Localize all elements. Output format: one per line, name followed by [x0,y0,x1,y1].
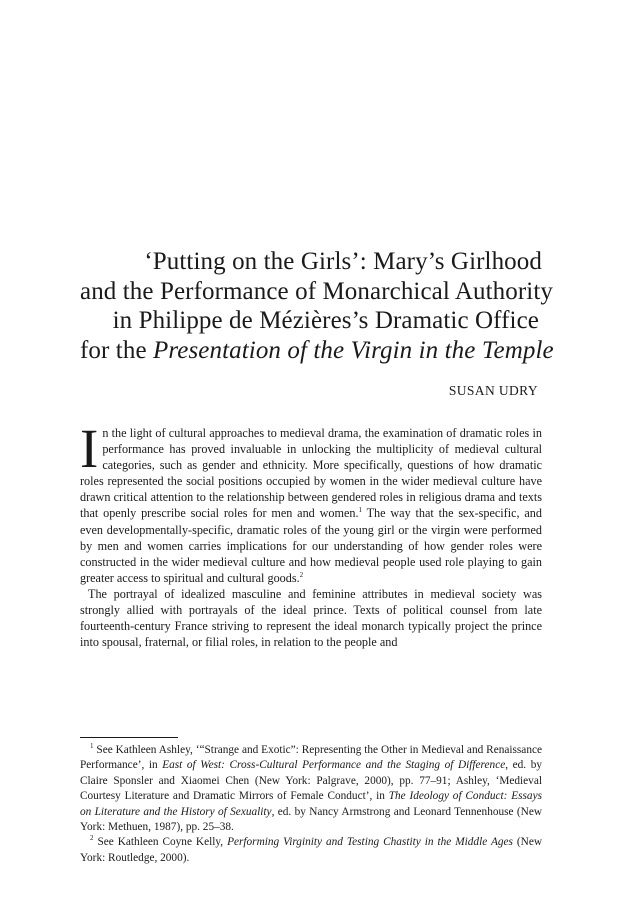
paragraph-1-part-a: In the light of cultural approaches to medieval drama, the examination of dramatic roles in performance has proved invaluable in unlocking the multiplicity of medieval cultural categories, such as gender and ethnicity. More specifically, questions of how dramatic roles represented the social positions occupied by women in the wider medieval culture have drawn critical attention to the relationship between gendered roles in religious drama and texts that openly prescribe social roles for men and women. [80,418,542,521]
body-text [80,418,542,650]
title-line-3: in Philippe de Mézières’s Dramatic Office [112,307,539,334]
footnote-2-text-c: (New York: Routledge, 2000). [80,836,543,864]
footnote-1-text-e: , ed. by Nancy Armstrong and Leonard Tennenhouse (New York: Methuen, 1987), pp. 25–38. [80,805,542,834]
footnote-2-mark: 2 [90,834,94,843]
paragraph-2: The portrayal of idealized masculine and feminine attributes in medieval society was strongly allied with portrayals of the ideal prince. Texts of political counsel from late fourteenth-century France striving to represent the ideal monarch typically project the prince into spousal, fraternal, or filial roles, in relation to the people and [80,586,542,650]
footnote-1-title-a: East of West: Cross-Cultural Performance and the Staging of Difference [162,759,506,772]
footnote-1-title-b: The Ideology of Conduct: Essays on Literature and the History of Sexuality [80,790,542,818]
title-line-4-italic: Presentation of the Virgin in the Temple [153,336,554,364]
footnote-divider [80,737,178,738]
footnote-ref-2[interactable]: 2 [299,570,304,579]
title-line-4 [80,336,554,366]
title-line-4-prefix: for the [80,336,153,364]
title-line-1: ‘Putting on the Girls’: Mary’s Girlhood [144,248,542,275]
footnote-2 [80,835,542,866]
footnote-1-mark: 1 [90,742,94,750]
footnote-2-title: Performing Virginity and Testing Chastity in the Middle Ages [227,836,513,849]
footnote-1-text-c: , ed. by Claire Sponsler and Xiaomei Chen (New York: Palgrave, 2000), pp. 77–91; Ashley, ‘Medieval Courtesy Literature and Dramatic Mirrors of Female Conduct’, in [80,759,542,803]
author-name: SUSAN UDRY [448,383,538,398]
footnotes [80,743,542,866]
paragraph-1-part-b: The way that the sex-specific, and even developmentally-specific, dramatic roles of the young girl or the virgin were performed by men and women carries implications for our understanding of how gender roles were constructed in the wider medieval culture and how medieval people used role playing to gain greater access to spiritual and cultural goods. [80,506,542,585]
title-line-2: and the Performance of Monarchical Authority [80,277,553,305]
article-title [80,247,554,365]
footnote-1-text-a: See Kathleen Ashley, ‘“Strange and Exotic”: Representing the Other in Medieval and Renaissance Performance’, in [80,744,542,772]
paragraph-1 [80,418,542,586]
footnote-1 [80,743,542,835]
footnote-2-text-a: See Kathleen Coyne Kelly, [93,836,228,849]
footnote-ref-1[interactable]: 1 [358,506,363,515]
